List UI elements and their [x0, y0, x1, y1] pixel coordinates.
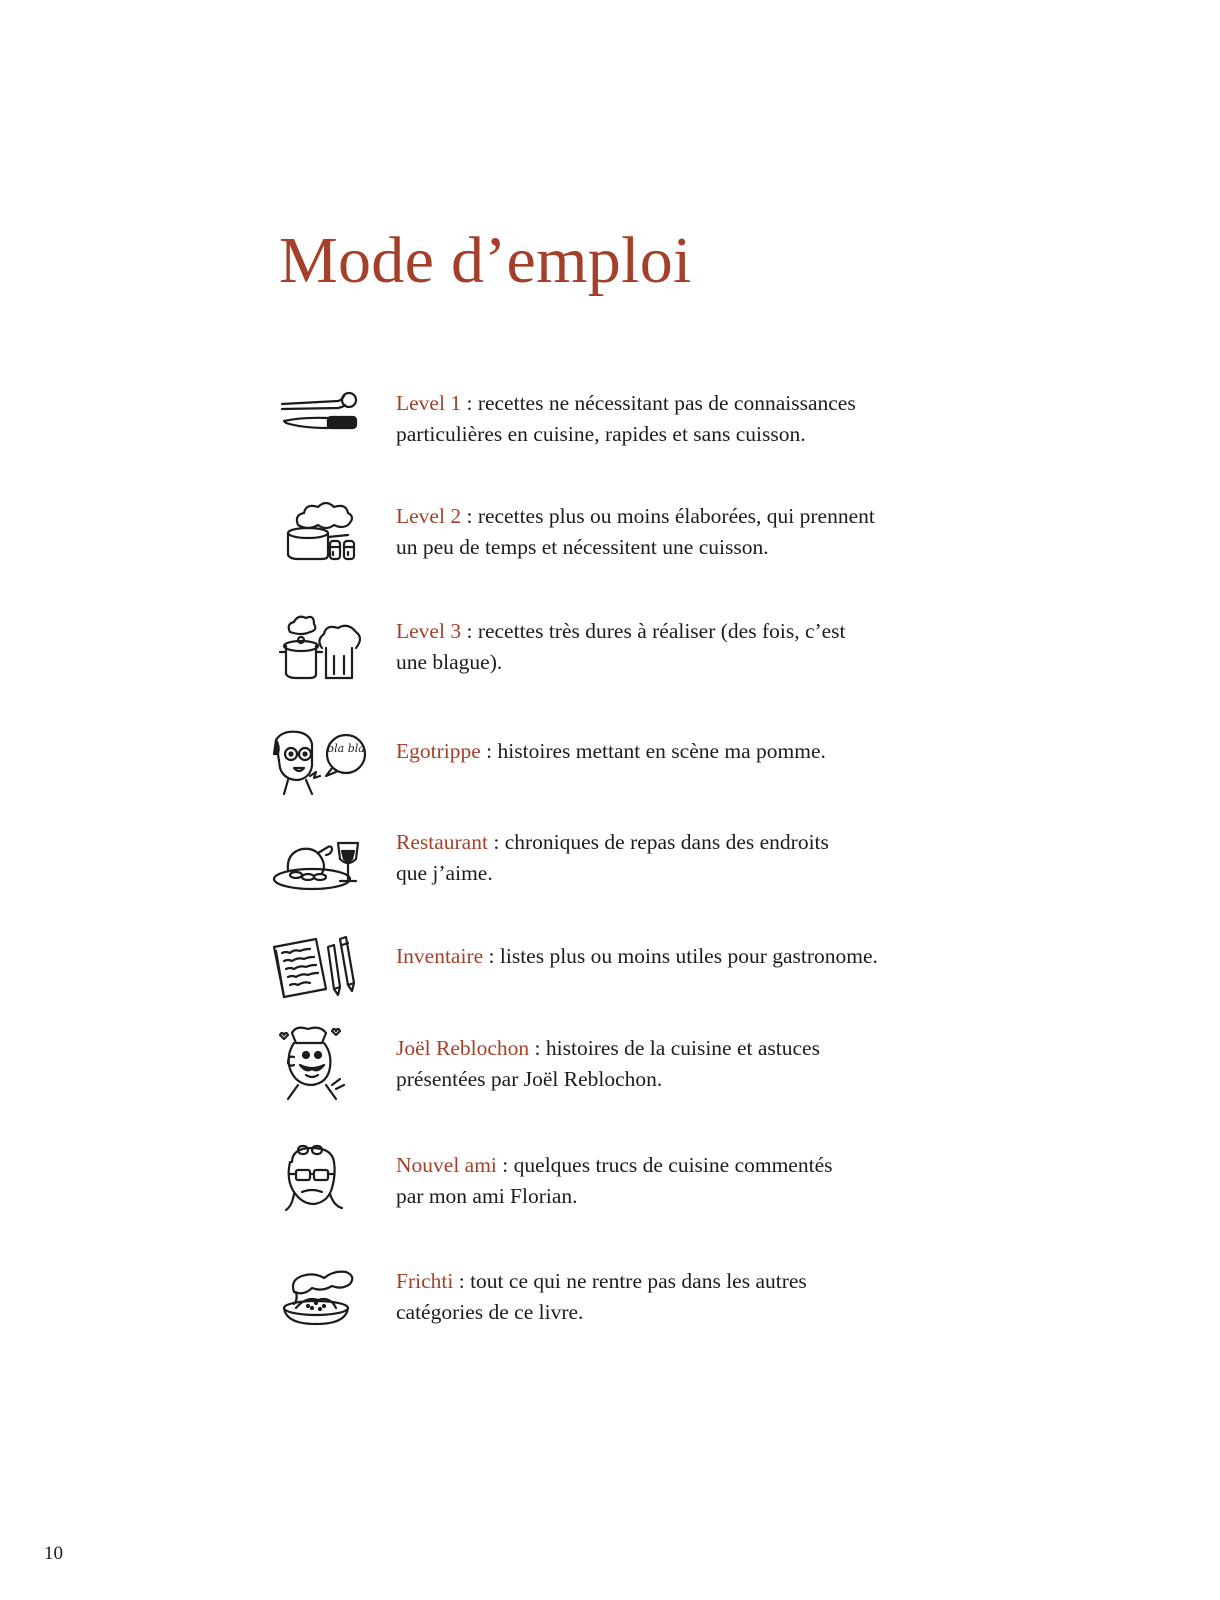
legend-term: Level 2 — [396, 504, 462, 528]
chef-reblochon-icon — [272, 1025, 368, 1109]
legend-description: Level 3 : recettes très dures à réaliser (des fois, c’est une blague). — [396, 619, 846, 674]
legend-term: Level 3 — [396, 619, 462, 643]
legend-entry-joel-reblochon — [272, 1025, 932, 1115]
legend-term: Inventaire — [396, 944, 484, 968]
legend-description: Nouvel ami : quelques trucs de cuisine commentés par mon ami Florian. — [396, 1153, 833, 1208]
legend-term: Joël Reblochon — [396, 1036, 530, 1060]
legend-term: Restaurant — [396, 830, 488, 854]
legend-entry-egotrippe — [272, 730, 932, 820]
legend-term: Level 1 — [396, 391, 462, 415]
steaming-pot-spices-icon — [272, 497, 368, 581]
legend-term: Egotrippe — [396, 739, 481, 763]
legend-entry-nouvel-ami — [272, 1144, 932, 1234]
legend-description: Restaurant : chroniques de repas dans des endroits que j’aime. — [396, 830, 829, 885]
legend-description: Frichti : tout ce qui ne rentre pas dans les autres catégories de ce livre. — [396, 1269, 807, 1324]
legend-description: Level 1 : recettes ne nécessitant pas de connaissances particulières en cuisine, rapides et sans cuisson. — [396, 391, 856, 446]
pot-chef-hat-icon — [272, 612, 368, 696]
legend-entry-level-1 — [272, 384, 932, 474]
legend-entry-level-3 — [272, 612, 932, 702]
author-blabla-icon — [272, 730, 368, 814]
notebook-pencils-icon — [272, 933, 368, 1017]
legend-description: Joël Reblochon : histoires de la cuisine et astuces présentées par Joël Reblochon. — [396, 1036, 820, 1091]
legend-term: Nouvel ami — [396, 1153, 497, 1177]
legend-term: Frichti — [396, 1269, 454, 1293]
legend-entry-level-2 — [272, 497, 932, 587]
legend-entry-restaurant — [272, 823, 932, 913]
legend-entry-frichti — [272, 1262, 932, 1352]
legend-description: Egotrippe : histoires mettant en scène ma pomme. — [396, 739, 826, 763]
steaming-dish-icon — [272, 1262, 368, 1346]
knife-spoon-icon — [272, 384, 368, 468]
friend-goggles-icon — [272, 1144, 368, 1228]
legend-description: Level 2 : recettes plus ou moins élaborées, qui prennent un peu de temps et nécessitent une cuisson. — [396, 504, 875, 559]
legend-description: Inventaire : listes plus ou moins utiles pour gastronome. — [396, 944, 878, 968]
page-title: Mode d’emploi — [279, 224, 692, 297]
legend-entry-inventaire — [272, 933, 932, 1023]
page-number: 10 — [44, 1543, 63, 1564]
roast-chicken-wine-icon — [272, 823, 368, 907]
blabla-text: bla bla — [327, 742, 365, 755]
